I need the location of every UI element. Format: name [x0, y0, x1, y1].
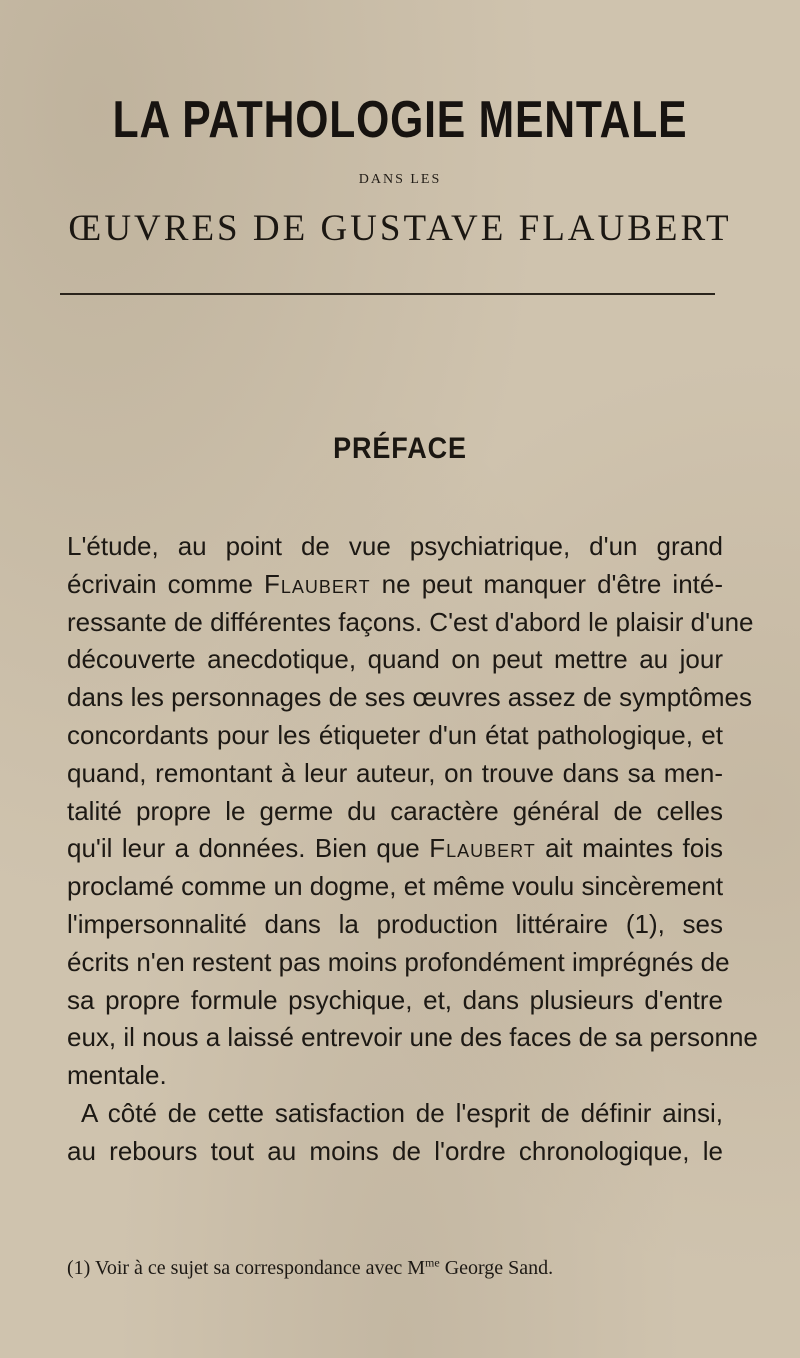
title-divider-rule	[60, 293, 715, 295]
author-name: Flaubert	[429, 833, 536, 864]
footnote-text: (1) Voir à ce sujet sa correspondance avec M	[67, 1257, 426, 1279]
text-line: A côté de cette satisfaction de l'esprit de définir ainsi,	[81, 1097, 723, 1128]
section-heading: PRÉFACE	[333, 432, 467, 465]
text-line: talité propre le germe du caractère général de celles	[67, 795, 723, 826]
text-line: écrits n'en restent pas moins profondément imprégnés de	[67, 946, 730, 977]
book-title: LA PATHOLOGIE MENTALE	[112, 91, 688, 149]
footnote	[67, 1257, 723, 1280]
text-line: ressante de différentes façons. C'est d'abord le plaisir d'une	[67, 606, 754, 637]
text-fragment: écrivain comme	[67, 568, 265, 599]
book-subtitle: ŒUVRES DE GUSTAVE FLAUBERT	[68, 208, 732, 249]
text-line: sa propre formule psychique, et, dans plusieurs d'entre	[67, 984, 723, 1015]
footnote-superscript: me	[425, 1255, 440, 1270]
text-line: quand, remontant à leur auteur, on trouve dans sa men-	[67, 757, 723, 788]
text-line: découverte anecdotique, quand on peut mettre au jour	[67, 644, 723, 675]
text-line	[67, 566, 723, 604]
text-line: mentale.	[67, 1060, 167, 1091]
body-paragraph	[67, 528, 758, 1171]
text-line: concordants pour les étiqueter d'un état pathologique, et	[67, 719, 723, 750]
text-line: au rebours tout au moins de l'ordre chronologique, le	[67, 1135, 723, 1166]
text-fragment: ne peut manquer d'être inté-	[370, 568, 723, 599]
title-connector: DANS LES	[358, 172, 442, 187]
text-line: eux, il nous a laissé entrevoir une des faces de sa personne	[67, 1022, 758, 1053]
text-fragment: ait maintes fois	[535, 833, 723, 864]
text-line: l'impersonnalité dans la production littéraire (1), ses	[67, 908, 723, 939]
text-line: dans les personnages de ses œuvres assez de symptômes	[67, 682, 753, 713]
text-line	[67, 830, 723, 868]
text-line: proclamé comme un dogme, et même voulu sincèrement	[67, 871, 724, 902]
text-line: L'étude, au point de vue psychiatrique, d'un grand	[67, 531, 723, 561]
text-fragment: qu'il leur a données. Bien que	[67, 833, 430, 864]
author-name: Flaubert	[264, 568, 371, 599]
footnote-text-end: George Sand.	[439, 1257, 554, 1279]
